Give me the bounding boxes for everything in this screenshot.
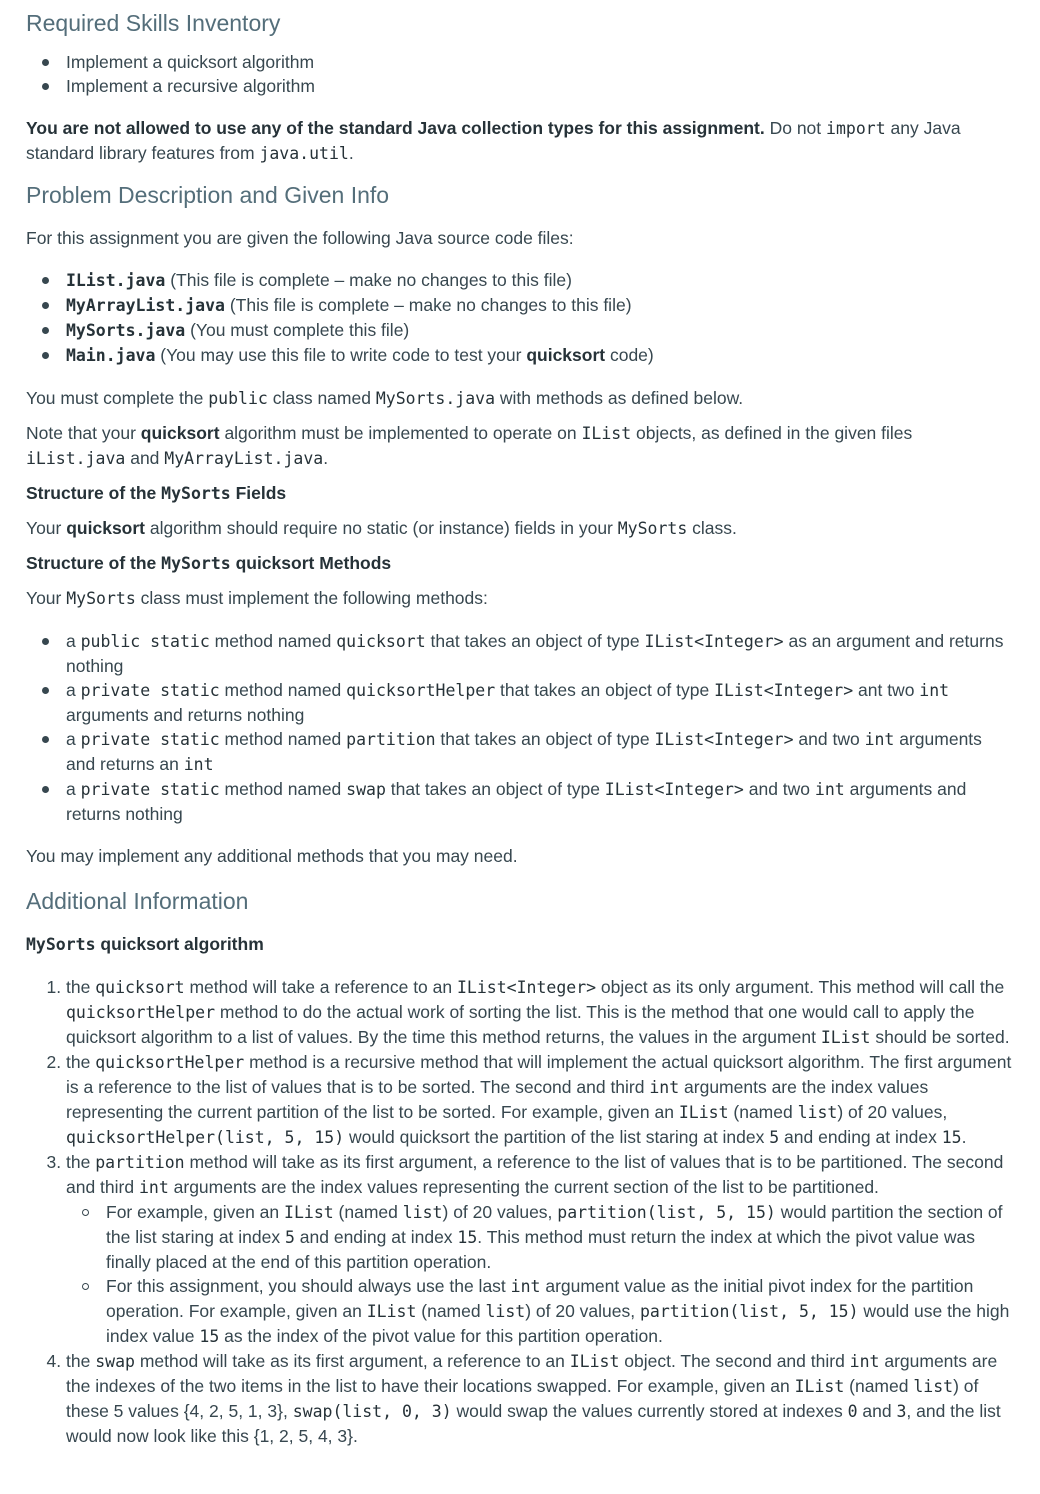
additional-methods-paragraph: You may implement any additional methods that you may need. xyxy=(26,846,518,866)
methods-list xyxy=(26,629,1014,826)
list-item: a public static method named quicksort that takes an object of type IList<Integer> as an argument and returns nothing xyxy=(66,629,1014,678)
note-paragraph: Note that your quicksort algorithm must be implemented to operate on IList objects, as defined in the given files iList.java and MyArrayList.java. xyxy=(26,423,913,468)
methods-paragraph: Your MySorts class must implement the following methods: xyxy=(26,588,488,608)
files-list xyxy=(26,268,1014,368)
problem-heading: Problem Description and Given Info xyxy=(26,182,390,208)
list-item: IList.java (This file is complete – make no changes to this file) xyxy=(66,268,1014,293)
step-4: 4. the swap method will take as its first argument, a reference to an IList object. The second and third int arguments are the indexes of the two items in the list to have their locations swapped. For example, given an IList (named list) of these 5 values {4, 2, 5, 1, 3}, swap(list, 0, 3) would swap the values currently stored at indexes 0 and 3, and the list would now look like this {1, 2, 5, 4, 3}. xyxy=(66,1349,1014,1448)
list-item: MyArrayList.java (This file is complete – make no changes to this file) xyxy=(66,293,1014,318)
list-item: Main.java (You may use this file to write code to test your quicksort code) xyxy=(66,343,1014,368)
complete-paragraph: You must complete the public class named MySorts.java with methods as defined below. xyxy=(26,388,744,408)
list-item: a private static method named partition that takes an object of type IList<Integer> and two int arguments and returns an int xyxy=(66,727,1014,777)
step-3: 3. the partition method will take as its first argument, a reference to the list of values that is to be partitioned. The second and third int arguments are the index values representing the current section of the list to be partitioned. For example, given an IList (named list) of 20 values, partition(list, 5, 15) would partition the section of the list staring at index 5 and ending at index 15. This method must return the index at which the pivot value was finally placed at the end of this partition operation. For this assignment, you should always use the last int argument value as the initial pivot index for the partition operation. For example, given an IList (named list) of 20 values, partition(list, 5, 15) would use the high index value 15 as the index of the pivot value for this partition operation. xyxy=(66,1150,1014,1349)
list-item: a private static method named quicksortHelper that takes an object of type IList<Integer> ant two int arguments and returns nothing xyxy=(66,678,1014,727)
list-item: Implement a quicksort algorithm xyxy=(66,50,1014,74)
fields-paragraph: Your quicksort algorithm should require no static (or instance) fields in your MySorts class. xyxy=(26,518,737,538)
additional-heading: Additional Information xyxy=(26,888,249,914)
algorithm-steps xyxy=(26,975,1014,1448)
step-1: 1. the quicksort method will take a reference to an IList<Integer> object as its only argument. This method will call the quicksortHelper method to do the actual work of sorting the list. This is the method that one would call to apply the quicksort algorithm to a list of values. By the time this method returns, the values in the argument IList should be sorted. xyxy=(66,975,1014,1050)
list-item: For this assignment, you should always use the last int argument value as the initial pivot index for the partition operation. For example, given an IList (named list) of 20 values, partition(list, 5, 15) would use the high index value 15 as the index of the pivot value for this partition operation. xyxy=(106,1274,1014,1349)
intro-paragraph: For this assignment you are given the following Java source code files: xyxy=(26,228,574,248)
methods-subheading: Structure of the MySorts quicksort Methods xyxy=(26,553,392,573)
list-item: MySorts.java (You must complete this file) xyxy=(66,318,1014,343)
list-item: For example, given an IList (named list) of 20 values, partition(list, 5, 15) would partition the section of the list staring at index 5 and ending at index 15. This method must return the index at which the pivot value was finally placed at the end of this partition operation. xyxy=(106,1200,1014,1274)
fields-subheading: Structure of the MySorts Fields xyxy=(26,483,287,503)
step-3-sublist xyxy=(66,1200,1014,1349)
list-item: Implement a recursive algorithm xyxy=(66,74,1014,98)
notice-paragraph: You are not allowed to use any of the standard Java collection types for this assignment. Do not import any Java standard library features from java.util. xyxy=(26,118,961,163)
list-item: a private static method named swap that takes an object of type IList<Integer> and two int arguments and returns nothing xyxy=(66,777,1014,826)
step-2: 2. the quicksortHelper method is a recursive method that will implement the actual quicksort algorithm. The first argument is a reference to the list of values that is to be sorted. The second and third int arguments are the index values representing the current partition of the list to be sorted. For example, given an IList (named list) of 20 values, quicksortHelper(list, 5, 15) would quicksort the partition of the list staring at index 5 and ending at index 15. xyxy=(66,1050,1014,1150)
skills-list xyxy=(26,50,1014,98)
skills-heading: Required Skills Inventory xyxy=(26,10,281,36)
algorithm-subheading: MySorts quicksort algorithm xyxy=(26,934,264,954)
